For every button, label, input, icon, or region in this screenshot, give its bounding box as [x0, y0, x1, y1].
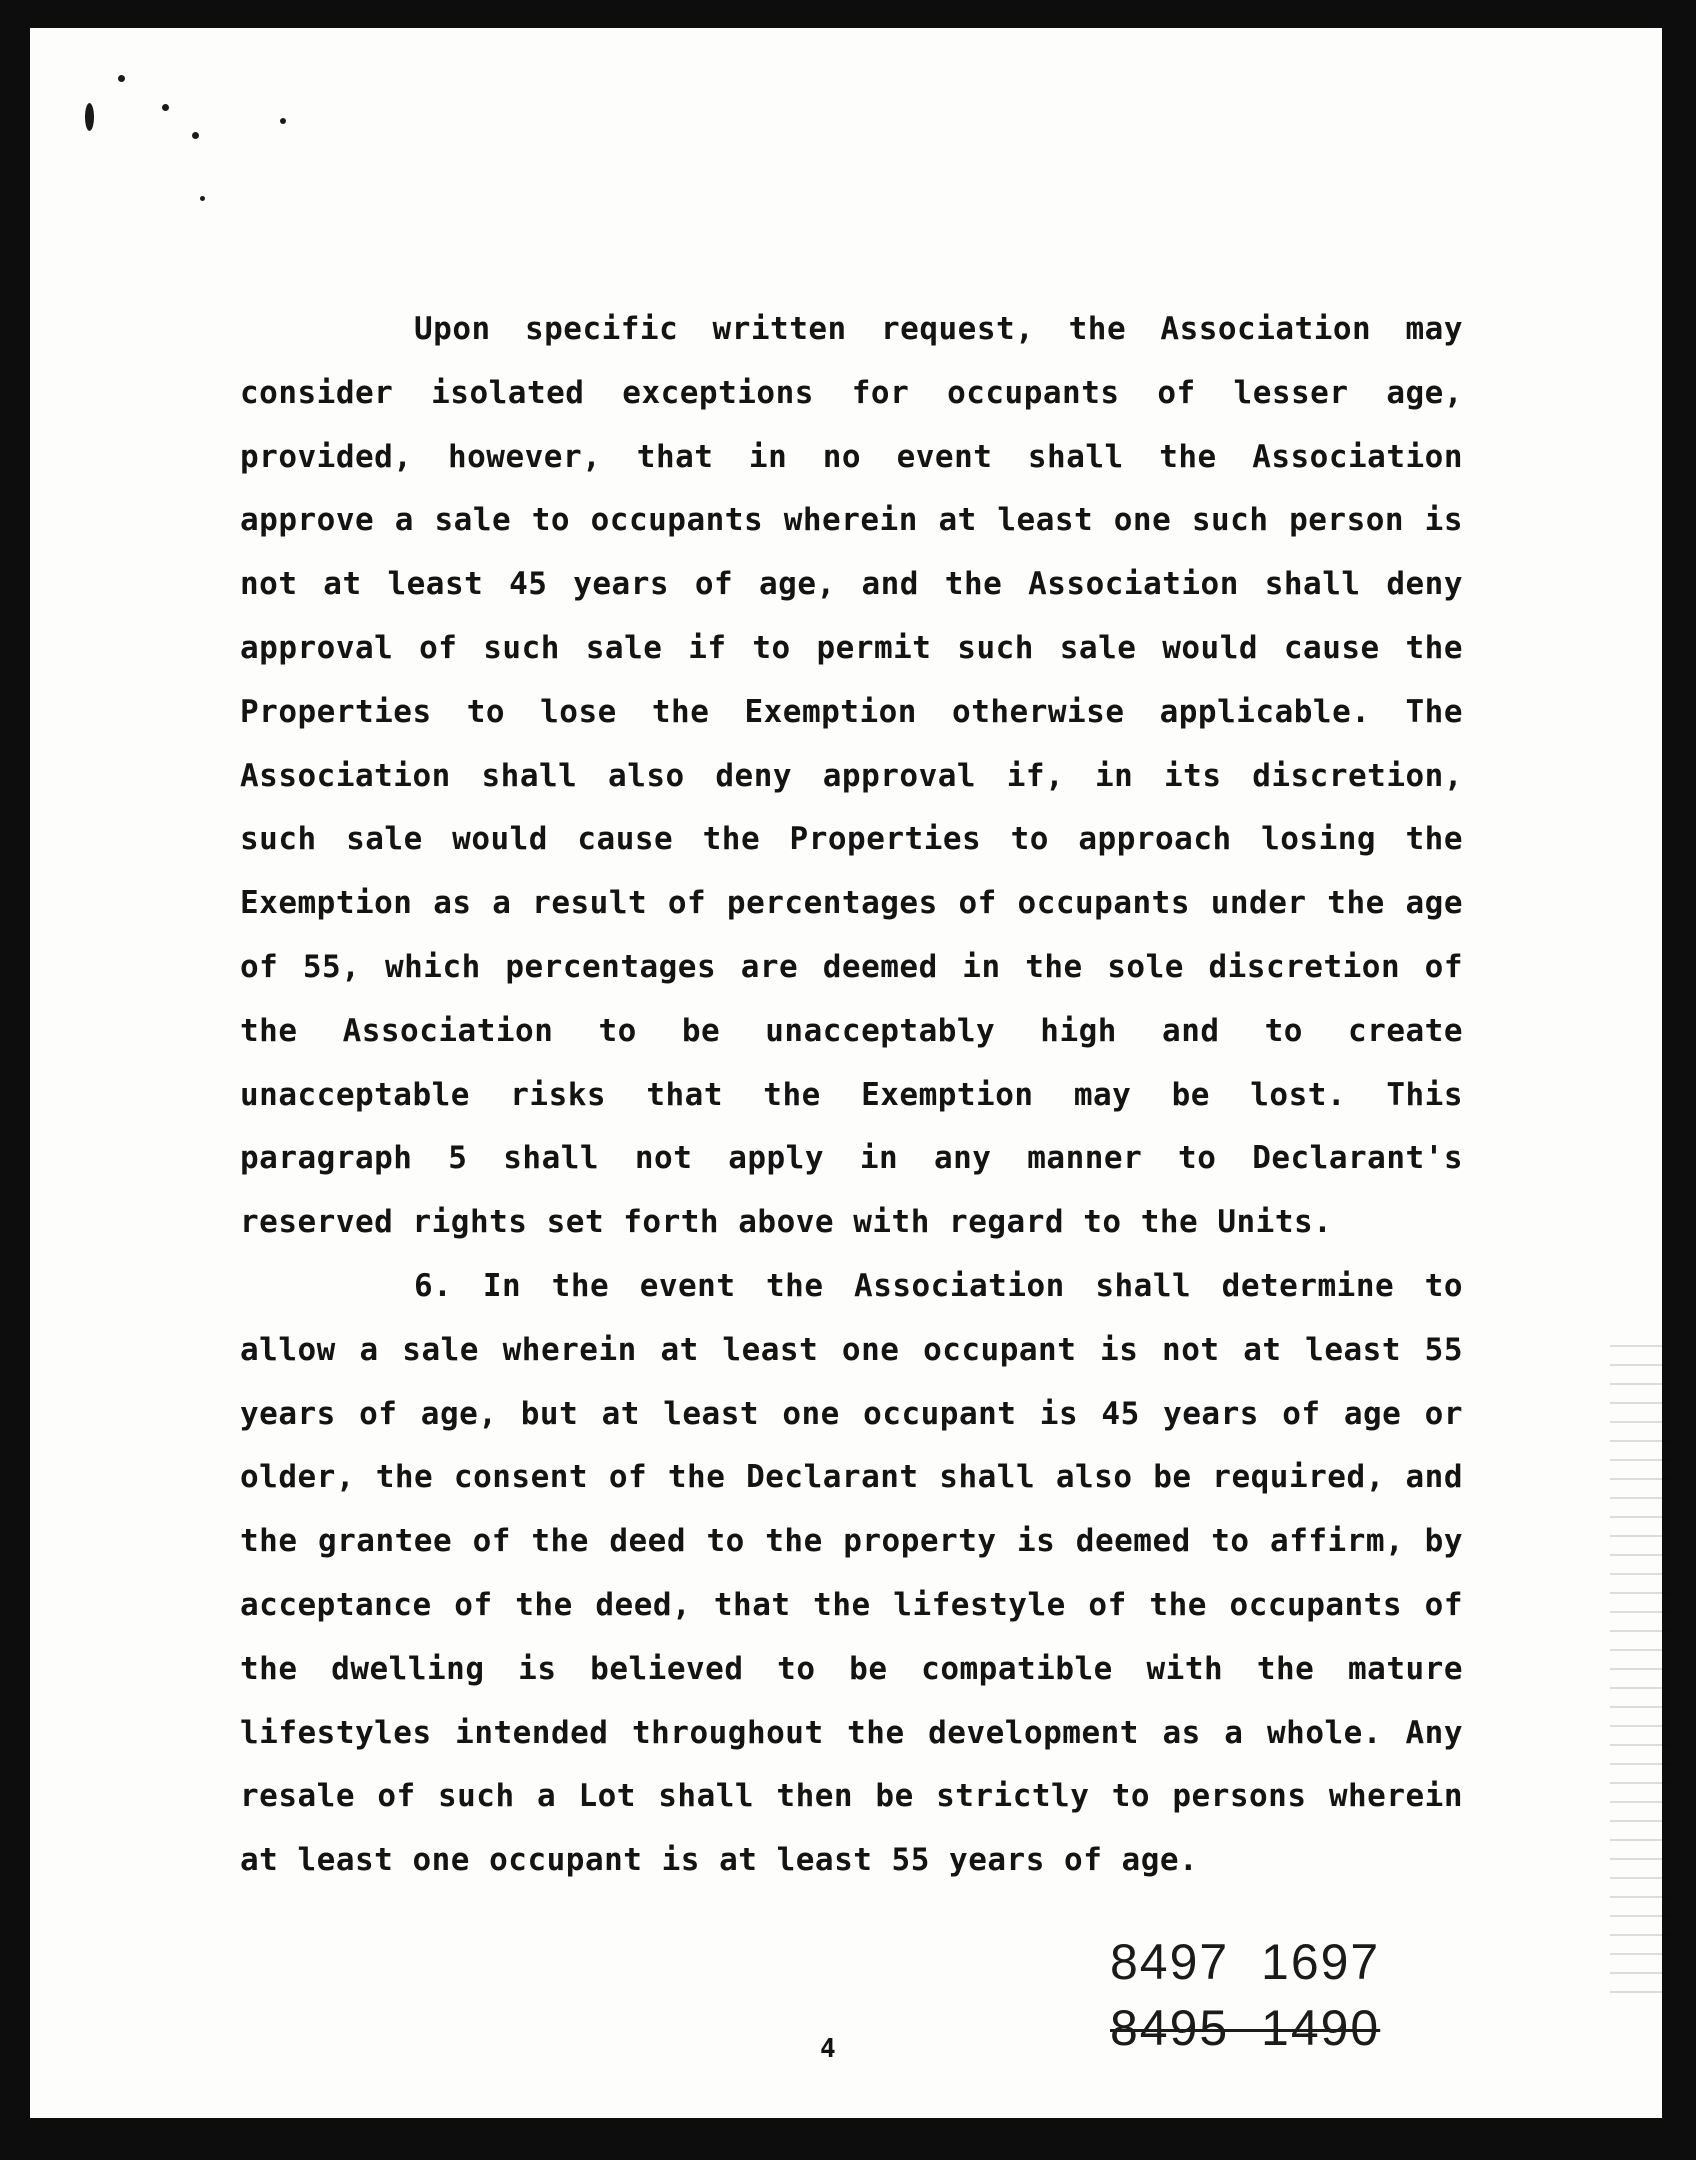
scan-speck	[162, 104, 169, 111]
scan-edge-noise	[1610, 1328, 1670, 2008]
document-page	[30, 28, 1662, 2118]
paragraph-6-consent: 6. In the event the Association shall determine to allow a sale wherein at least one occupant is not at least 55 years of age, but at least one occupant is 45 years of age or older, the consent of the Declarant shall also be required, and the grantee of the deed to the property is deemed to affirm, by acceptance of the deed, that the lifestyle of the occupants of the dwelling is believed to be compatible with the mature lifestyles intended throughout the development as a whole. Any resale of such a Lot shall then be strictly to persons wherein at least one occupant is at least 55 years of age.	[240, 1267, 1463, 1879]
scan-speck	[200, 196, 205, 201]
scan-speck	[192, 132, 199, 139]
scan-speck	[85, 103, 94, 131]
scan-speck	[280, 118, 286, 124]
paragraph-age-exceptions: Upon specific written request, the Association may consider isolated exceptions for occupants of lesser age, provided, however, that in no event shall the Association approve a sale to occupants wherein at least one such person is not at least 45 years of age, and the Association shall deny approval of such sale if to permit such sale would cause the Properties to lose the Exemption otherwise applicable. The Association shall also deny approval if, in its discretion, such sale would cause the Properties to approach losing the Exemption as a result of percentages of occupants under the age of 55, which percentages are deemed in the sole discretion of the Association to be unacceptably high and to create unacceptable risks that the Exemption may be lost. This paragraph 5 shall not apply in any manner to Declarant's reserved rights set forth above with regard to the Units.	[240, 311, 1463, 1241]
recording-number-struck: 8495 1490	[1110, 2000, 1381, 2056]
recording-stamp	[1110, 1933, 1380, 2065]
scan-speck	[118, 75, 125, 82]
page-number: 4	[820, 2034, 836, 2064]
recording-number-current: 8497 1697	[1110, 1934, 1381, 1990]
document-body	[240, 298, 1463, 1893]
